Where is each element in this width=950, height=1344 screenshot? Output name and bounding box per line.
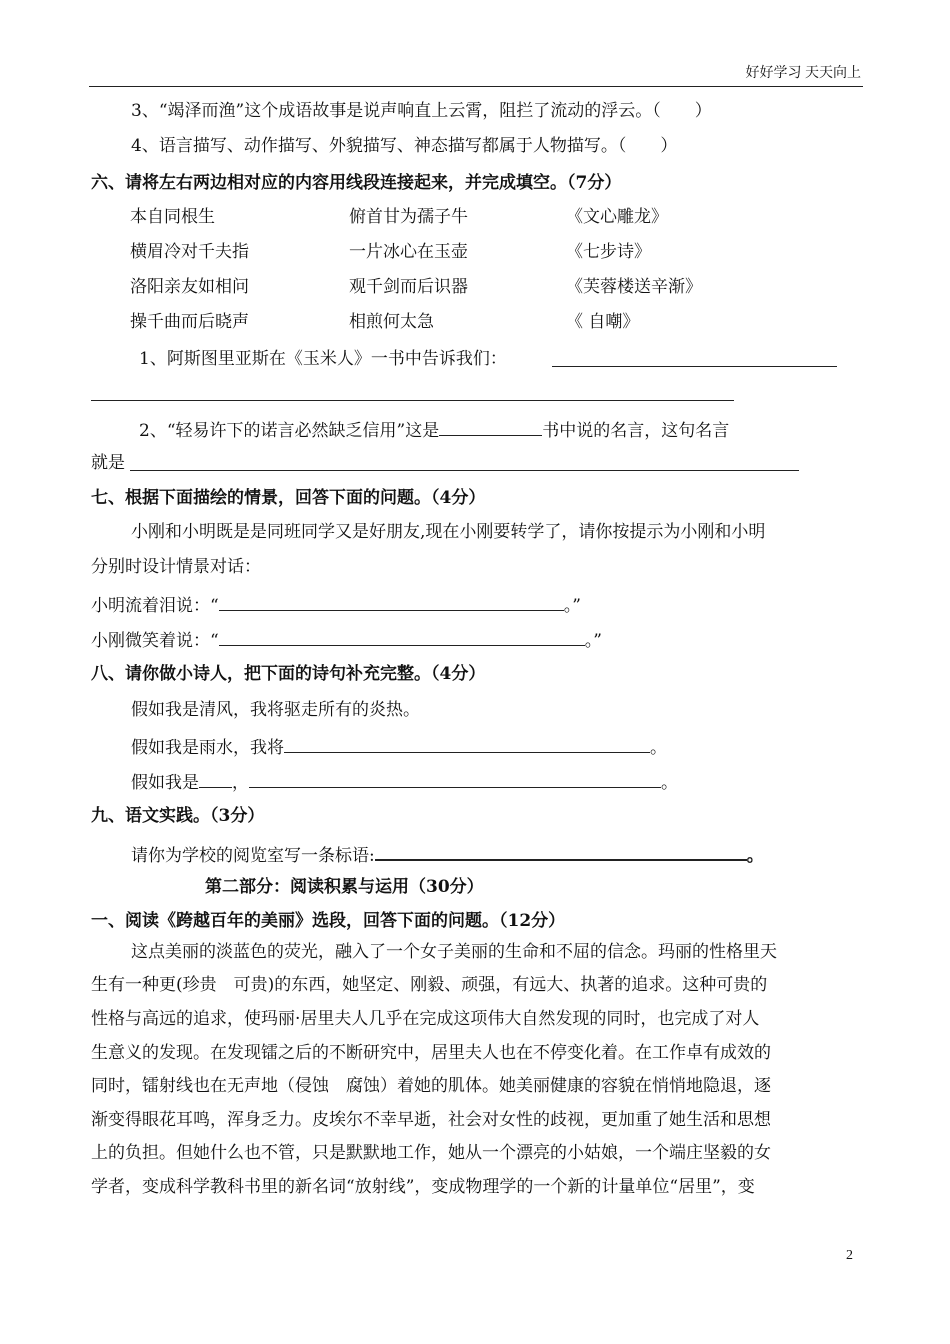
s7-intro-line: 分别时设计情景对话： [91, 557, 261, 577]
s8-line-3 [131, 769, 678, 794]
answer-blank[interactable] [249, 769, 661, 788]
reading-line: 生有一种更(珍贵 可贵)的东西，她坚定、刚毅、顽强，有远大、执著的追求。这种可贵的 [91, 975, 768, 995]
s7-intro-line: 小刚和小明既是是同班同学又是好朋友,现在小刚要转学了，请你按提示为小刚和小明 [131, 522, 766, 542]
s6-col1-item[interactable]: 横眉冷对千夫指 [130, 242, 249, 262]
s8-line-1: 假如我是清风，我将驱走所有的炎热。 [131, 700, 420, 720]
s6-col3-item[interactable]: 《七步诗》 [566, 242, 651, 262]
s6-col3-item[interactable]: 《文心雕龙》 [566, 207, 668, 227]
answer-blank[interactable] [219, 627, 585, 646]
s9-title: 九、语文实践。（3分） [91, 806, 265, 826]
s9-end: 。 [746, 846, 764, 866]
s8-line-2 [131, 734, 667, 759]
s7-title: 七、根据下面描绘的情景，回答下面的问题。（4分） [91, 488, 486, 508]
answer-blank[interactable] [199, 769, 232, 788]
s6-q2-text-a: 2、“轻易许下的诺言必然缺乏信用”这是 [139, 421, 440, 441]
page-header: 好好学习 天天向上 [745, 66, 861, 81]
s9-prompt-line [131, 841, 764, 867]
s9-prompt: 请你为学校的阅览室写一条标语: [131, 846, 375, 866]
s8-l3-end: 。 [661, 773, 678, 793]
answer-blank[interactable] [91, 400, 734, 401]
s6-q2-cont: 就是 [91, 453, 125, 473]
answer-blank[interactable] [284, 734, 650, 753]
s6-col1-item[interactable]: 操千曲而后晓声 [130, 312, 249, 332]
s6-q2-text-b: 书中说的名言，这句名言 [542, 421, 730, 441]
s6-col1-item[interactable]: 本自同根生 [130, 207, 215, 227]
s8-title: 八、请你做小诗人，把下面的诗句补充完整。（4分） [91, 664, 486, 684]
s7-gang-end: 。” [584, 631, 602, 651]
s5-question-4: 4、语言描写、动作描写、外貌描写、神态描写都属于人物描写。（ ） [131, 136, 678, 156]
s7-ming-end: 。” [563, 596, 581, 616]
reading-line: 学者，变成科学教科书里的新名词“放射线”，变成物理学的一个新的计量单位“居里”，变 [91, 1177, 755, 1197]
reading-line: 上的负担。但她什么也不管，只是默默地工作，她从一个漂亮的小姑娘，一个端庄坚毅的女 [91, 1143, 771, 1163]
s6-col2-item[interactable]: 一片冰心在玉壶 [349, 242, 468, 262]
answer-blank[interactable] [552, 366, 837, 367]
s6-col1-item[interactable]: 洛阳亲友如相问 [130, 277, 249, 297]
reading-line: 生意义的发现。在发现镭之后的不断研究中，居里夫人也在不停变化着。在工作卓有成效的 [91, 1043, 771, 1063]
s8-l3-text: 假如我是 [131, 773, 199, 793]
reading-line: 同时，镭射线也在无声地（侵蚀 腐蚀）着她的肌体。她美丽健康的容貌在悄悄地隐退，逐 [91, 1076, 771, 1096]
s7-gang-line [91, 627, 602, 652]
s7-ming-label: 小明流着泪说：“ [91, 596, 219, 616]
reading-line: 渐变得眼花耳鸣，浑身乏力。皮埃尔不幸早逝，社会对女性的歧视，更加重了她生活和思想 [91, 1110, 771, 1130]
answer-blank[interactable] [219, 592, 564, 611]
part2-q1-title: 一、阅读《跨越百年的美丽》选段，回答下面的问题。（12分） [91, 911, 566, 931]
s8-l2-text: 假如我是雨水，我将 [131, 738, 284, 758]
s6-col2-item[interactable]: 俯首甘为孺子牛 [349, 207, 468, 227]
page-number: 2 [846, 1248, 853, 1263]
s6-question-2 [139, 417, 729, 442]
answer-blank[interactable] [439, 417, 542, 436]
s6-col2-item[interactable]: 相煎何太急 [349, 312, 434, 332]
header-rule [89, 86, 863, 87]
part2-title: 第二部分：阅读积累与运用（30分） [205, 877, 484, 897]
s8-l2-end: 。 [650, 738, 667, 758]
reading-line: 这点美丽的淡蓝色的荧光，融入了一个女子美丽的生命和不屈的信念。玛丽的性格里天 [131, 942, 777, 962]
s6-col3-item[interactable]: 《芙蓉楼送辛渐》 [566, 277, 702, 297]
s6-title: 六、请将左右两边相对应的内容用线段连接起来，并完成填空。（7分） [91, 173, 622, 193]
s6-col3-item[interactable]: 《 自嘲》 [566, 312, 640, 332]
s6-col2-item[interactable]: 观千剑而后识器 [349, 277, 468, 297]
s6-question-1: 1、阿斯图里亚斯在《玉米人》一书中告诉我们： [139, 349, 507, 369]
s8-l3-comma: ， [232, 773, 249, 793]
s5-question-3: 3、“竭泽而渔”这个成语故事是说声响直上云霄，阻拦了流动的浮云。（ ） [131, 101, 712, 121]
answer-blank[interactable] [130, 470, 799, 471]
slogan-blank[interactable] [375, 841, 747, 861]
s7-ming-line [91, 592, 581, 617]
s7-gang-label: 小刚微笑着说：“ [91, 631, 219, 651]
reading-line: 性格与高远的追求，使玛丽·居里夫人几乎在完成这项伟大自然发现的同时，也完成了对人 [91, 1009, 760, 1029]
